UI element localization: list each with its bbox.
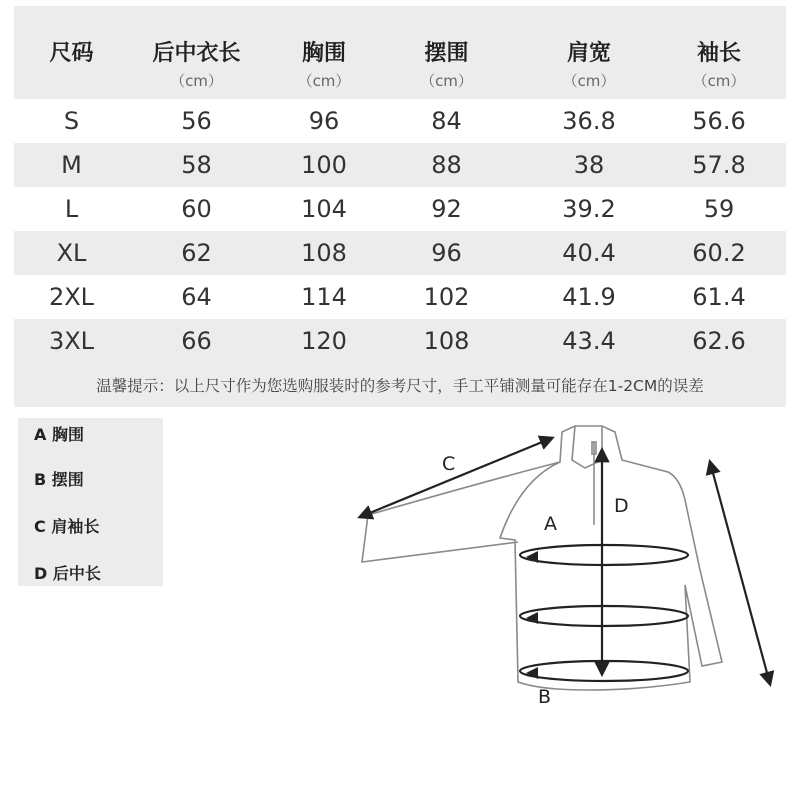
- label-d: D: [614, 495, 629, 517]
- size-cell: S: [63, 107, 80, 135]
- header-back-length: [129, 6, 264, 99]
- header-unit: （cm）: [170, 72, 223, 90]
- measurement-cell: 58: [181, 151, 212, 179]
- measurement-cell: 62.6: [692, 327, 746, 355]
- size-cell: XL: [56, 239, 87, 267]
- measurement-cell: 108: [301, 239, 347, 267]
- measure-c-arrow: [360, 438, 552, 517]
- measurement-cell: 96: [431, 239, 462, 267]
- measurement-cell: 57.8: [692, 151, 746, 179]
- measure-mid-ellipse: [520, 606, 688, 626]
- measurement-cell: 102: [423, 283, 470, 311]
- table-header-row: [14, 6, 786, 99]
- measurement-cell: 84: [431, 107, 462, 135]
- size-cell: 3XL: [48, 327, 95, 355]
- measurement-cell: 114: [301, 283, 347, 311]
- measurement-cell: 61.4: [692, 283, 746, 311]
- label-a: A: [544, 513, 557, 535]
- jacket-outline: [362, 426, 722, 690]
- table-row: [14, 231, 786, 275]
- legend-item-c: C 肩袖长: [34, 517, 100, 536]
- measurement-cell: 56.6: [692, 107, 746, 135]
- size-cell: M: [61, 151, 82, 179]
- measurement-cell: 56: [181, 107, 212, 135]
- measurement-cell: 62: [181, 239, 212, 267]
- legend-item-a: A 胸围: [34, 425, 84, 444]
- header-title: 肩宽: [566, 41, 611, 66]
- header-title: 尺码: [49, 41, 94, 66]
- measurement-cell: 66: [181, 327, 212, 355]
- header-unit: （cm）: [562, 72, 616, 90]
- collar-outline: [572, 426, 602, 468]
- table-row: [14, 143, 786, 187]
- table-row: [14, 319, 786, 363]
- measurement-note: 温馨提示：以上尺寸作为您选购服装时的参考尺寸，手工平铺测量可能存在1-2CM的误差: [14, 363, 786, 407]
- measurement-cell: 64: [181, 283, 212, 311]
- table-row: [14, 187, 786, 231]
- header-unit: （cm）: [297, 72, 351, 90]
- header-shoulder: [524, 6, 654, 99]
- header-title: 袖长: [696, 41, 741, 66]
- measurement-cell: 39.2: [562, 195, 616, 223]
- jacket-measurement-diagram: [340, 420, 790, 710]
- measurement-cell: 60.2: [692, 239, 746, 267]
- header-sleeve: [659, 6, 779, 99]
- measurement-cell: 120: [301, 327, 347, 355]
- size-cell: L: [64, 195, 79, 223]
- size-cell: 2XL: [48, 283, 95, 311]
- measurement-cell: 108: [423, 327, 470, 355]
- size-table: [14, 6, 786, 407]
- measurement-cell: 38: [573, 151, 605, 179]
- measurement-cell: 36.8: [562, 107, 616, 135]
- header-hem: [384, 6, 509, 99]
- label-b: B: [538, 686, 552, 708]
- measurement-cell: 43.4: [562, 327, 616, 355]
- measurement-cell: 104: [301, 195, 347, 223]
- measurement-cell: 40.4: [562, 239, 616, 267]
- header-title: 胸围: [301, 41, 346, 66]
- measurement-cell: 88: [431, 151, 462, 179]
- measurement-cell: 41.9: [562, 283, 616, 311]
- measurement-cell: 60: [181, 195, 212, 223]
- measurement-cell: 100: [301, 151, 347, 179]
- measurement-cell: 59: [703, 195, 735, 223]
- header-chest: [264, 6, 384, 99]
- measurement-cell: 96: [308, 107, 340, 135]
- measurement-lines: [360, 438, 770, 684]
- header-unit: （cm）: [420, 72, 473, 90]
- label-c: C: [442, 453, 456, 475]
- header-size: [24, 6, 119, 99]
- legend-item-d: D 后中长: [34, 564, 101, 583]
- ellipse-arrowheads: [526, 551, 538, 679]
- legend-item-b: B 摆围: [34, 470, 84, 489]
- header-title: 摆围: [424, 41, 469, 66]
- header-unit: （cm）: [692, 72, 746, 90]
- measure-a-ellipse: [520, 545, 688, 565]
- left-sleeve-outline: [362, 462, 560, 562]
- header-title: 后中衣长: [152, 41, 241, 66]
- measure-b-ellipse: [520, 661, 688, 681]
- measurement-cell: 92: [431, 195, 462, 223]
- table-row: [14, 275, 786, 319]
- table-row: [14, 99, 786, 143]
- measurement-legend: [18, 418, 163, 586]
